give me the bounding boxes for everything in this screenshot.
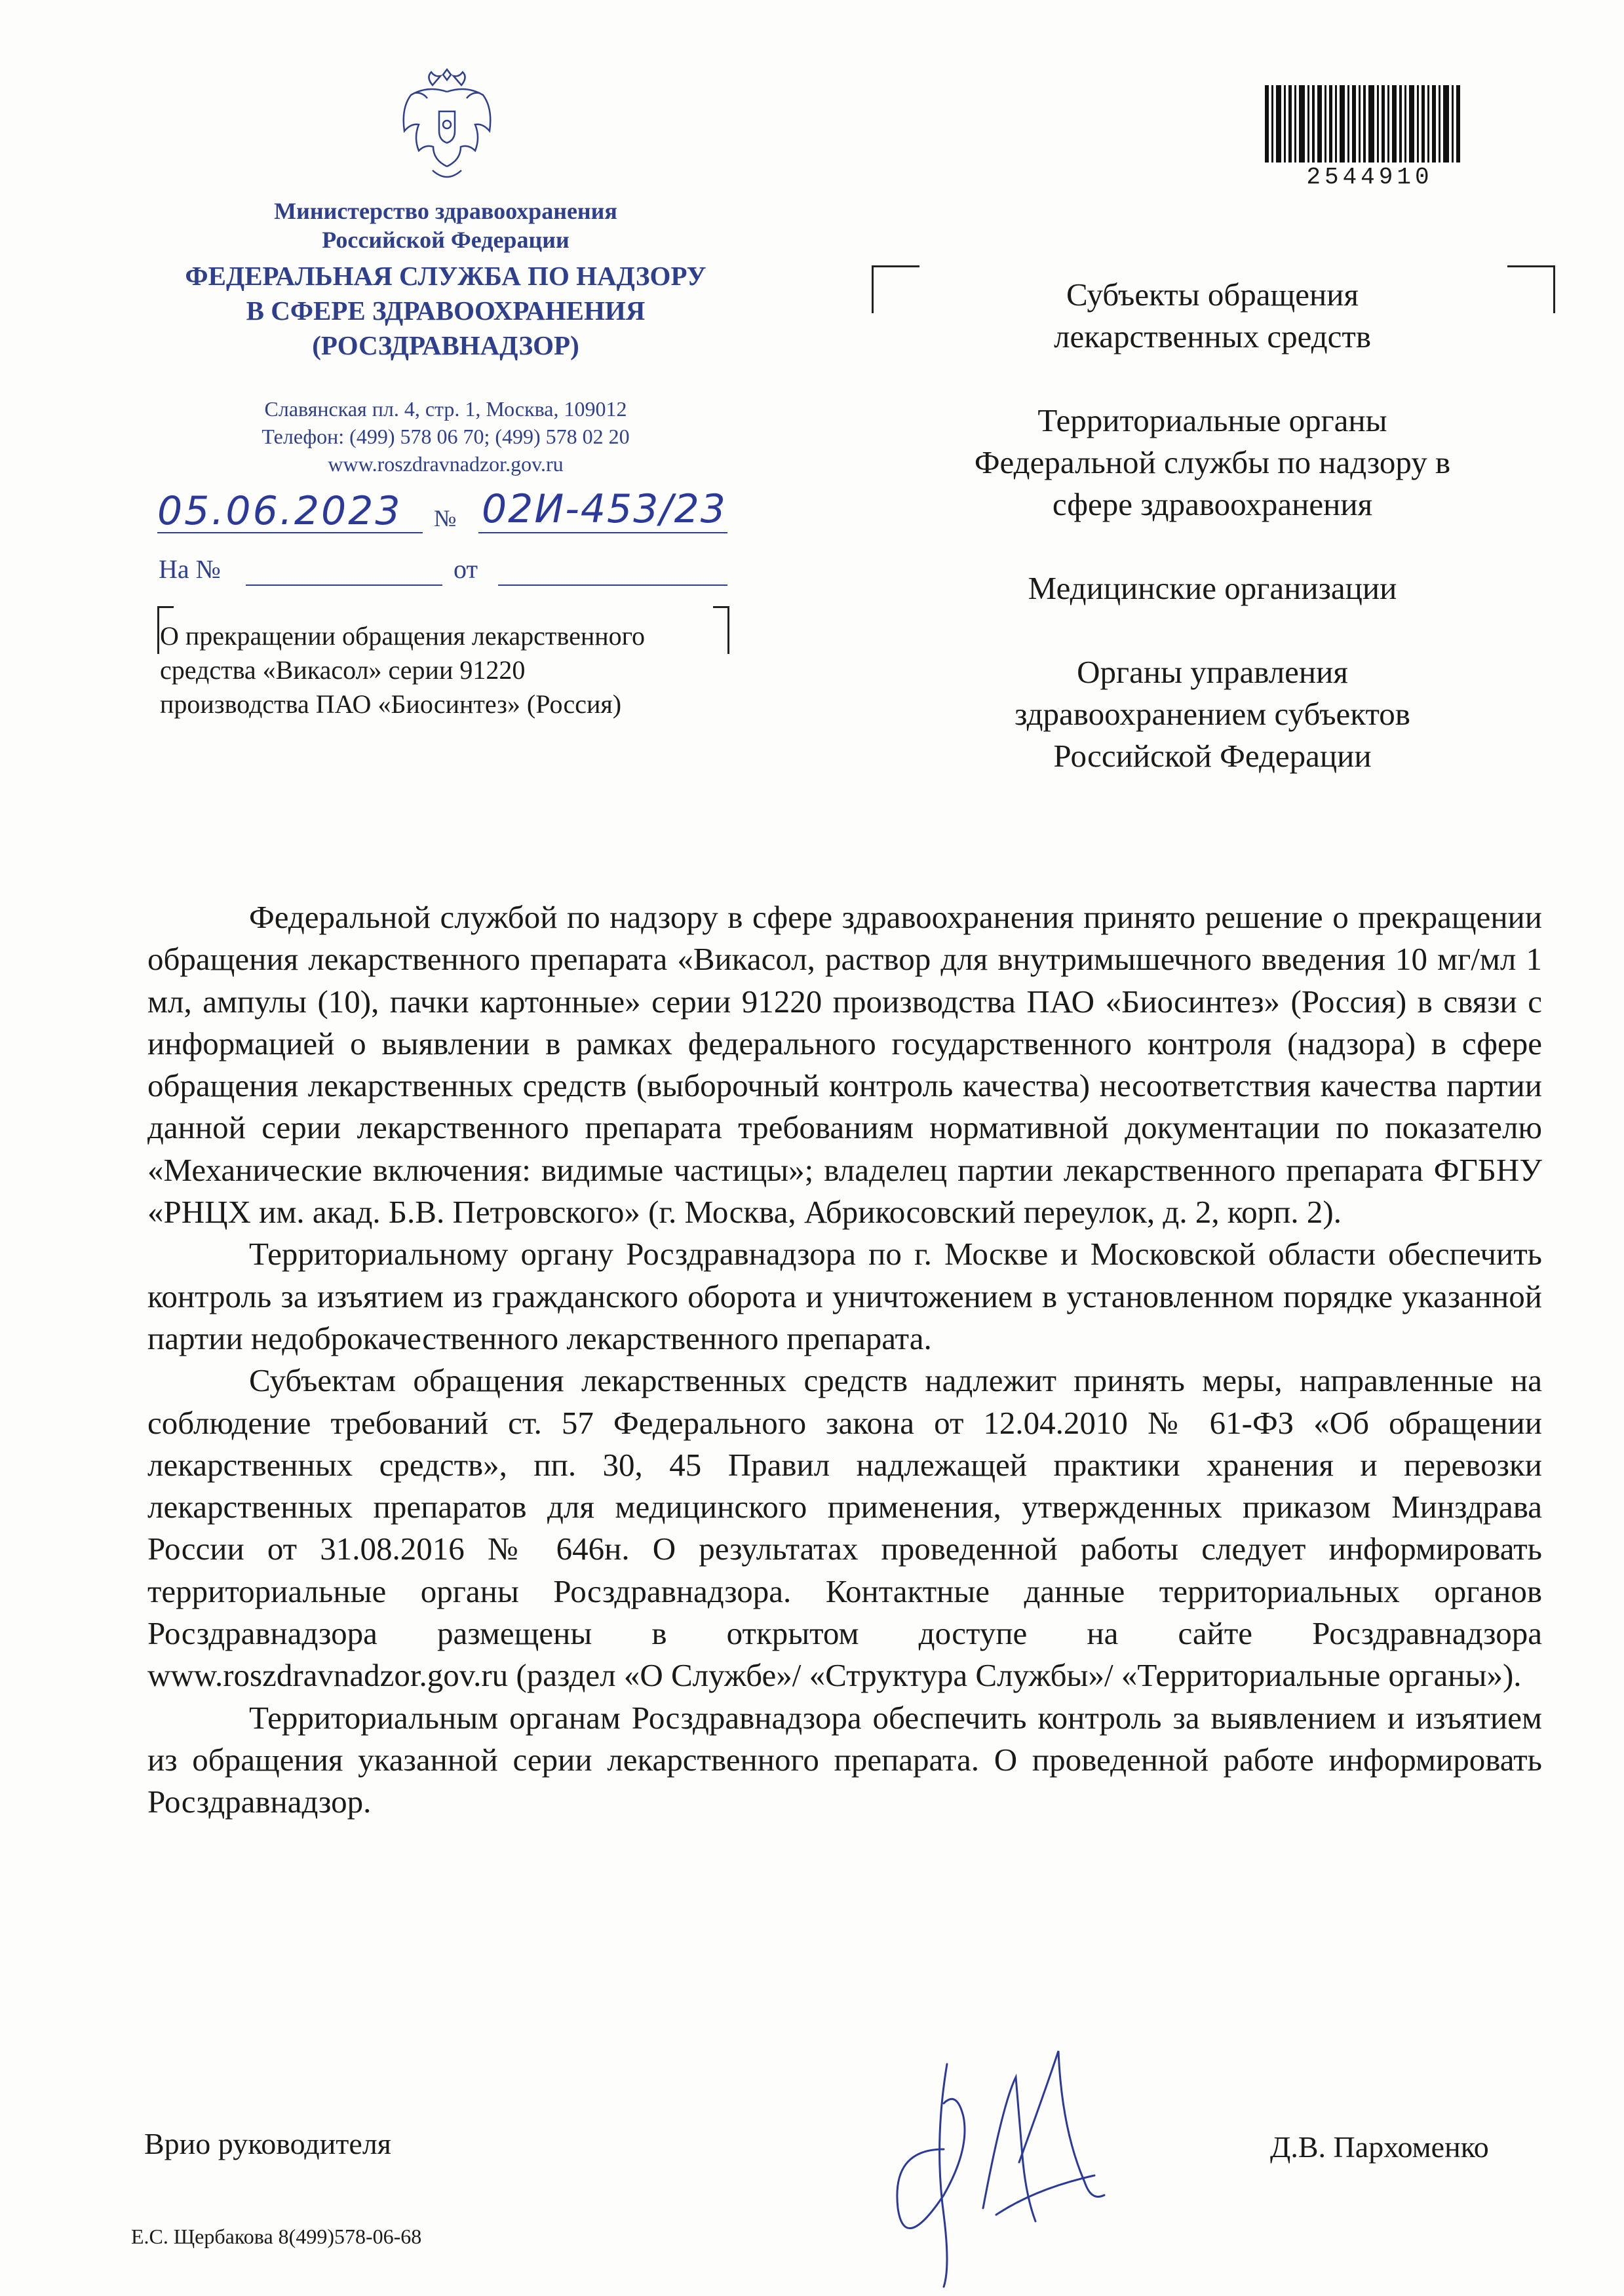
- body-paragraph: Субъектам обращения лекарственных средств надлежит принять меры, направленные на соблюдение требований ст. 57 Федерального закона от 12.04.2010 № 61-ФЗ «Об обращении лекарственных средств», пп. 30, 45 Правил надлежащей практики хранения и перевозки лекарственных препаратов для медицинского применения, утвержденных приказом Минздрава России от 31.08.2016 № 646н. О результатах проведенной работы следует информировать территориальные органы Росздравнадзора. Контактные данные территориальных органов Росздравнадзора размещены в открытом доступе на сайте Росздравнадзора www.roszdravnadzor.gov.ru (раздел «О Службе»/ «Структура Службы»/ «Территориальные органы»).: [147, 1362, 1542, 1694]
- reference-date-blank: [498, 584, 727, 586]
- recipient-item: Органы управления здравоохранением субъектов Российской Федерации: [1015, 654, 1410, 774]
- service-line-3: (РОСЗДРАВНАДЗОР): [312, 330, 579, 360]
- handwritten-signature: [885, 2025, 1134, 2293]
- recipient-item: Территориальные органы Федеральной службы по надзору в сфере здравоохранения: [974, 402, 1451, 522]
- body-paragraph: Территориальному органу Росздравнадзора по г. Москве и Московской области обеспечить контроль за изъятием из гражданского оборота и уничтожением в установленном порядке указанной партии недоброкачественного лекарственного препарата.: [147, 1236, 1542, 1356]
- number-underline: [478, 532, 727, 533]
- coat-of-arms-icon: [393, 66, 501, 190]
- barcode-number: 2544910: [1306, 164, 1433, 191]
- phone-line: Телефон: (499) 578 06 70; (499) 578 02 20: [261, 425, 630, 448]
- handwritten-date: 05.06.2023: [157, 488, 402, 534]
- service-line-2: В СФЕРЕ ЗДРАВООХРАНЕНИЯ: [246, 296, 646, 326]
- recipient-item: Субъекты обращения лекарственных средств: [1054, 277, 1371, 354]
- reference-from-label: от: [454, 554, 478, 584]
- contact-block: [164, 395, 727, 478]
- letter-body: [147, 896, 1542, 1824]
- body-paragraph: Территориальным органам Росздравнадзора обеспечить контроль за выявлением и изъятием из обращения указанной серии лекарственного препарата. О проведенной работе информировать Росздравнадзор.: [147, 1699, 1542, 1820]
- subject-line-3: производства ПАО «Биосинтез» (Россия): [160, 689, 622, 719]
- recipients-list: [918, 274, 1507, 819]
- signatory-name: Д.В. Пархоменко: [1270, 2130, 1489, 2164]
- number-label: №: [434, 505, 457, 531]
- recipients-bracket-left: [872, 265, 919, 313]
- reference-number-blank: [246, 584, 442, 586]
- subject-line-1: О прекращении обращения лекарственного: [160, 621, 646, 651]
- ministry-line-1: Министерство здравоохранения: [274, 198, 617, 224]
- website-line: www.roszdravnadzor.gov.ru: [328, 452, 564, 476]
- body-paragraph: Федеральной службой по надзору в сфере здравоохранения принято решение о прекращении обращения лекарственного препарата «Викасол, раствор для внутримышечного введения 10 мг/мл 1 мл, ампулы (10), пачки картонные» серии 91220 производства ПАО «Биосинтез» (Россия) в связи с информацией о выявлении в рамках федерального государственного контроля (надзора) в сфере обращения лекарственных средств (выборочный контроль качества) несоответствия качества партии данной серии лекарственного препарата требованиям нормативной документации по показателю «Механические включения: видимые частицы»; владелец партии лекарственного препарата ФГБНУ «РНЦХ им. акад. Б.В. Петровского» (г. Москва, Абрикосовский переулок, д. 2, корп. 2).: [147, 899, 1542, 1231]
- letter-subject: [160, 619, 730, 721]
- date-underline: [157, 532, 423, 533]
- ministry-name: [170, 197, 721, 254]
- signatory-title: Врио руководителя: [144, 2127, 391, 2160]
- barcode-icon: [1265, 85, 1461, 163]
- handwritten-number: 02И-453/23: [482, 486, 727, 532]
- reference-number-label: На №: [159, 554, 221, 584]
- executor-contact: Е.С. Щербакова 8(499)578-06-68: [131, 2225, 422, 2248]
- service-name: [151, 259, 741, 363]
- recipients-bracket-right: [1507, 265, 1555, 313]
- ministry-line-2: Российской Федерации: [322, 227, 570, 253]
- recipient-item: Медицинские организации: [1028, 570, 1397, 606]
- service-line-1: ФЕДЕРАЛЬНАЯ СЛУЖБА ПО НАДЗОРУ: [185, 261, 706, 291]
- subject-line-2: средства «Викасол» серии 91220: [160, 655, 526, 685]
- address-line: Славянская пл. 4, стр. 1, Москва, 109012: [264, 397, 627, 421]
